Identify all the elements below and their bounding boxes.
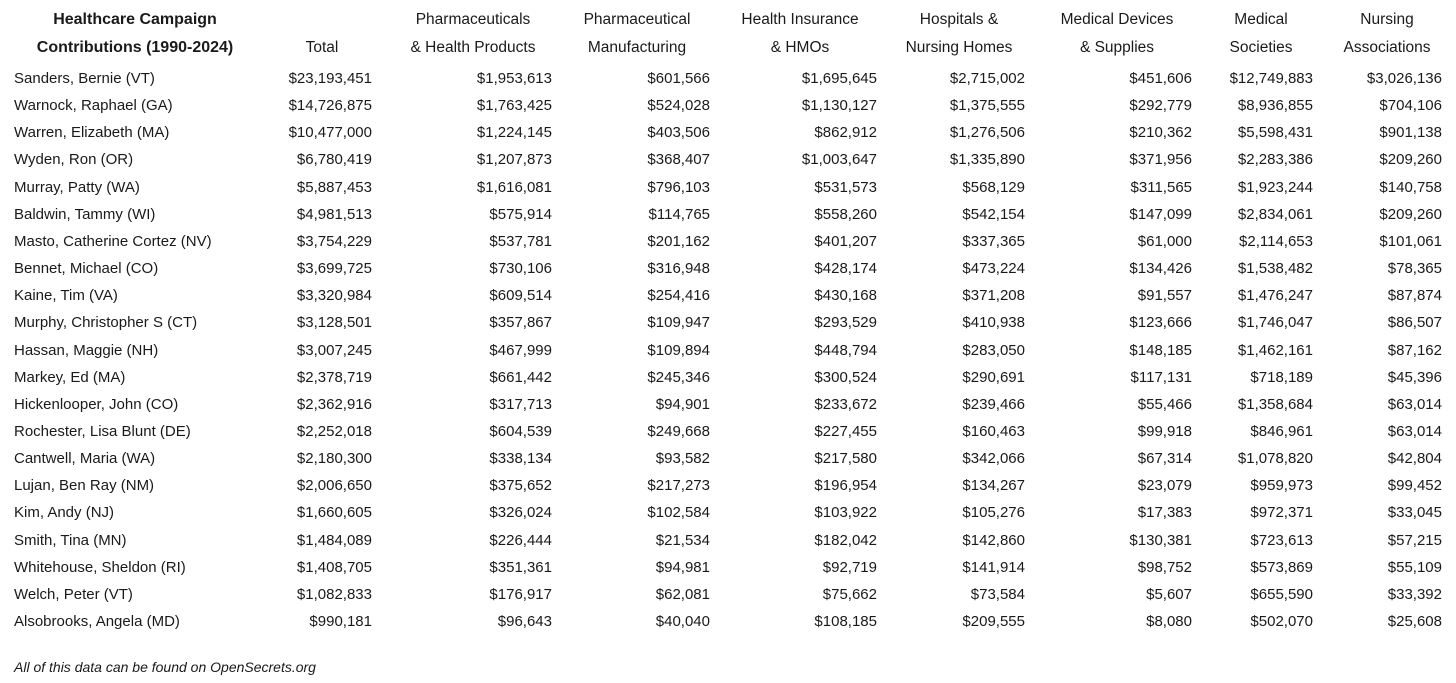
row-value: $337,365 xyxy=(962,232,1025,250)
row-value: $87,162 xyxy=(1387,341,1442,359)
row-value: $92,719 xyxy=(822,558,877,576)
row-value: $1,408,705 xyxy=(296,558,372,576)
row-value: $1,695,645 xyxy=(801,70,877,87)
row-value: $196,954 xyxy=(814,477,877,495)
row-value: $6,780,419 xyxy=(296,151,372,169)
row-name: Lujan, Ben Ray (NM) xyxy=(14,477,155,495)
row-value: $130,381 xyxy=(1129,531,1192,549)
row-value: $101,061 xyxy=(1379,232,1442,250)
row-value: $311,565 xyxy=(1130,178,1192,196)
row-value: $317,713 xyxy=(489,395,552,413)
row-value: $55,466 xyxy=(1137,395,1192,413)
row-value: $102,584 xyxy=(647,504,710,522)
row-value: $568,129 xyxy=(962,178,1025,196)
row-value: $575,914 xyxy=(489,205,552,223)
row-value: $2,715,002 xyxy=(949,70,1025,87)
row-value: $210,362 xyxy=(1129,124,1192,142)
row-value: $96,643 xyxy=(497,613,552,630)
row-name: Sanders, Bernie (VT) xyxy=(14,70,155,87)
footnote: All of this data can be found on OpenSecrets.org xyxy=(14,659,316,675)
row-value: $293,529 xyxy=(814,314,877,332)
column-header-line2: Manufacturing xyxy=(587,39,687,56)
row-value: $254,416 xyxy=(647,287,710,305)
row-value: $17,383 xyxy=(1137,504,1192,522)
row-value: $148,185 xyxy=(1129,341,1192,359)
column-header-line2: & HMOs xyxy=(770,39,830,56)
row-value: $846,961 xyxy=(1250,422,1313,440)
row-name: Baldwin, Tammy (WI) xyxy=(14,205,156,223)
row-value: $226,444 xyxy=(489,531,552,549)
row-name: Warren, Elizabeth (MA) xyxy=(14,124,170,142)
row-value: $368,407 xyxy=(647,151,710,169)
table-title-line1: Healthcare Campaign xyxy=(53,11,217,28)
row-value: $1,538,482 xyxy=(1237,260,1313,278)
column-header-line1: Hospitals & xyxy=(919,11,999,28)
row-value: $63,014 xyxy=(1387,395,1442,413)
column-header-line1: Pharmaceuticals xyxy=(415,11,531,28)
row-name: Alsobrooks, Angela (MD) xyxy=(14,613,180,630)
row-value: $375,652 xyxy=(489,477,552,495)
row-value: $283,050 xyxy=(962,341,1025,359)
row-value: $12,749,883 xyxy=(1229,70,1313,87)
row-value: $2,252,018 xyxy=(296,422,372,440)
row-value: $209,260 xyxy=(1379,151,1442,169)
row-value: $4,981,513 xyxy=(296,205,372,223)
row-value: $182,042 xyxy=(814,531,877,549)
row-value: $233,672 xyxy=(814,395,877,413)
row-value: $1,375,555 xyxy=(949,97,1025,115)
row-value: $558,260 xyxy=(814,205,877,223)
row-value: $98,752 xyxy=(1137,558,1192,576)
column-header-line1: Pharmaceutical xyxy=(583,11,691,28)
row-value: $217,580 xyxy=(814,450,877,468)
row-value: $87,874 xyxy=(1387,287,1442,305)
row-value: $142,860 xyxy=(962,531,1025,549)
row-value: $3,026,136 xyxy=(1366,70,1442,87)
column-header-line2: Societies xyxy=(1229,39,1293,56)
row-value: $75,662 xyxy=(822,585,877,603)
row-value: $542,154 xyxy=(962,205,1025,223)
row-value: $40,040 xyxy=(655,613,710,630)
row-value: $1,953,613 xyxy=(476,70,552,87)
row-value: $1,335,890 xyxy=(949,151,1025,169)
row-value: $93,582 xyxy=(655,450,710,468)
row-value: $326,024 xyxy=(489,504,552,522)
row-value: $86,507 xyxy=(1387,314,1442,332)
row-value: $537,781 xyxy=(489,232,552,250)
row-value: $1,763,425 xyxy=(476,97,552,115)
row-name: Wyden, Ron (OR) xyxy=(14,151,134,169)
row-value: $160,463 xyxy=(962,422,1025,440)
row-value: $94,981 xyxy=(655,558,710,576)
table-title-line2: Contributions (1990-2024) xyxy=(36,39,234,56)
row-value: $109,894 xyxy=(647,341,710,359)
row-value: $531,573 xyxy=(814,178,877,196)
row-value: $730,106 xyxy=(489,260,552,278)
row-value: $117,131 xyxy=(1130,368,1192,386)
column-header-line2: & Supplies xyxy=(1079,39,1155,56)
row-value: $25,608 xyxy=(1387,613,1442,630)
row-value: $23,193,451 xyxy=(288,70,372,87)
row-value: $403,506 xyxy=(647,124,710,142)
row-value: $21,534 xyxy=(655,531,710,549)
row-value: $67,314 xyxy=(1137,450,1192,468)
row-name: Warnock, Raphael (GA) xyxy=(14,97,173,115)
row-value: $55,109 xyxy=(1387,558,1442,576)
row-value: $239,466 xyxy=(962,395,1025,413)
row-value: $1,078,820 xyxy=(1237,450,1313,468)
row-value: $901,138 xyxy=(1379,124,1442,142)
row-value: $2,378,719 xyxy=(296,368,372,386)
row-value: $42,804 xyxy=(1387,450,1442,468)
row-value: $357,867 xyxy=(489,314,552,332)
row-value: $862,912 xyxy=(814,124,877,142)
row-name: Smith, Tina (MN) xyxy=(14,531,127,549)
row-name: Kim, Andy (NJ) xyxy=(14,504,115,522)
row-value: $959,973 xyxy=(1250,477,1313,495)
row-value: $217,273 xyxy=(647,477,710,495)
row-value: $3,007,245 xyxy=(296,341,372,359)
row-value: $473,224 xyxy=(962,260,1025,278)
row-name: Cantwell, Maria (WA) xyxy=(14,450,156,468)
row-value: $1,224,145 xyxy=(476,124,552,142)
row-value: $2,180,300 xyxy=(296,450,372,468)
row-value: $103,922 xyxy=(814,504,877,522)
row-value: $209,555 xyxy=(962,613,1025,630)
row-value: $78,365 xyxy=(1387,260,1442,278)
row-value: $245,346 xyxy=(647,368,710,386)
row-value: $2,006,650 xyxy=(296,477,372,495)
row-value: $57,215 xyxy=(1387,531,1442,549)
row-name: Hickenlooper, John (CO) xyxy=(14,395,179,413)
row-value: $176,917 xyxy=(489,585,552,603)
row-name: Rochester, Lisa Blunt (DE) xyxy=(14,422,191,440)
row-value: $342,066 xyxy=(962,450,1025,468)
row-value: $209,260 xyxy=(1379,205,1442,223)
column-header-line1: Medical Devices xyxy=(1060,11,1174,28)
row-value: $410,938 xyxy=(962,314,1025,332)
row-value: $661,442 xyxy=(489,368,552,386)
row-value: $290,691 xyxy=(962,368,1025,386)
row-value: $249,668 xyxy=(647,422,710,440)
row-value: $704,106 xyxy=(1379,97,1442,115)
row-value: $430,168 xyxy=(814,287,877,305)
row-value: $300,524 xyxy=(814,368,877,386)
column-header-line1: Health Insurance xyxy=(741,11,859,28)
row-value: $123,666 xyxy=(1129,314,1192,332)
row-value: $62,081 xyxy=(655,585,710,603)
row-value: $141,914 xyxy=(962,558,1025,576)
row-value: $1,276,506 xyxy=(949,124,1025,142)
row-value: $94,901 xyxy=(655,395,710,413)
row-value: $1,476,247 xyxy=(1237,287,1313,305)
row-value: $1,003,647 xyxy=(801,151,877,169)
row-value: $1,746,047 xyxy=(1237,314,1313,332)
row-value: $292,779 xyxy=(1129,97,1192,115)
row-value: $796,103 xyxy=(647,178,710,196)
row-value: $73,584 xyxy=(970,585,1025,603)
row-value: $134,426 xyxy=(1129,260,1192,278)
row-name: Bennet, Michael (CO) xyxy=(14,260,159,278)
row-value: $5,598,431 xyxy=(1237,124,1313,142)
row-value: $227,455 xyxy=(814,422,877,440)
row-value: $114,765 xyxy=(648,205,710,223)
row-value: $14,726,875 xyxy=(288,97,372,115)
row-value: $61,000 xyxy=(1137,232,1192,250)
row-value: $718,189 xyxy=(1250,368,1313,386)
row-value: $147,099 xyxy=(1129,205,1192,223)
column-header-line2: & Health Products xyxy=(410,39,536,56)
row-value: $451,606 xyxy=(1129,70,1192,87)
column-header-line1: Nursing xyxy=(1360,11,1414,28)
row-value: $23,079 xyxy=(1137,477,1192,495)
row-value: $108,185 xyxy=(814,613,877,630)
row-value: $351,361 xyxy=(489,558,552,576)
row-value: $502,070 xyxy=(1250,613,1313,630)
row-value: $401,207 xyxy=(814,232,877,250)
row-value: $3,699,725 xyxy=(296,260,372,278)
row-value: $1,462,161 xyxy=(1237,341,1313,359)
row-name: Welch, Peter (VT) xyxy=(14,585,133,603)
row-value: $109,947 xyxy=(647,314,710,332)
row-name: Masto, Catherine Cortez (NV) xyxy=(14,232,212,250)
row-value: $448,794 xyxy=(814,341,877,359)
row-value: $91,557 xyxy=(1137,287,1192,305)
row-value: $63,014 xyxy=(1387,422,1442,440)
row-value: $105,276 xyxy=(962,504,1025,522)
row-value: $140,758 xyxy=(1379,178,1442,196)
row-name: Murray, Patty (WA) xyxy=(14,178,140,196)
row-value: $1,923,244 xyxy=(1237,178,1313,196)
row-value: $201,162 xyxy=(647,232,710,250)
row-value: $1,207,873 xyxy=(476,151,552,169)
row-name: Markey, Ed (MA) xyxy=(14,368,126,386)
row-value: $723,613 xyxy=(1250,531,1313,549)
row-value: $1,484,089 xyxy=(296,531,372,549)
row-value: $1,130,127 xyxy=(801,97,877,115)
row-value: $99,452 xyxy=(1387,477,1442,495)
row-value: $601,566 xyxy=(647,70,710,87)
row-value: $371,208 xyxy=(962,287,1025,305)
column-header-line2: Nursing Homes xyxy=(905,39,1013,56)
row-value: $99,918 xyxy=(1137,422,1192,440)
row-value: $3,754,229 xyxy=(296,232,372,250)
row-value: $2,114,653 xyxy=(1239,232,1313,250)
row-value: $604,539 xyxy=(489,422,552,440)
row-value: $33,045 xyxy=(1387,504,1442,522)
row-value: $1,660,605 xyxy=(296,504,372,522)
row-value: $3,128,501 xyxy=(296,314,372,332)
row-value: $609,514 xyxy=(489,287,552,305)
row-value: $3,320,984 xyxy=(296,287,372,305)
row-value: $655,590 xyxy=(1250,585,1313,603)
row-value: $2,834,061 xyxy=(1237,205,1313,223)
row-value: $5,607 xyxy=(1146,585,1192,603)
row-value: $134,267 xyxy=(962,477,1025,495)
row-value: $1,358,684 xyxy=(1237,395,1313,413)
row-value: $972,371 xyxy=(1250,504,1313,522)
row-value: $5,887,453 xyxy=(296,178,372,196)
row-name: Whitehouse, Sheldon (RI) xyxy=(14,558,186,576)
column-header-line2: Total xyxy=(305,39,339,56)
row-value: $524,028 xyxy=(647,97,710,115)
column-header-line1: Medical xyxy=(1234,11,1288,28)
row-value: $1,616,081 xyxy=(476,178,552,196)
row-name: Kaine, Tim (VA) xyxy=(14,287,118,305)
row-value: $338,134 xyxy=(489,450,552,468)
row-value: $2,283,386 xyxy=(1237,151,1313,169)
row-value: $371,956 xyxy=(1129,151,1192,169)
row-value: $2,362,916 xyxy=(296,395,372,413)
row-value: $990,181 xyxy=(309,613,372,630)
row-value: $10,477,000 xyxy=(288,124,372,142)
row-value: $1,082,833 xyxy=(296,585,372,603)
row-name: Murphy, Christopher S (CT) xyxy=(14,314,198,332)
row-value: $573,869 xyxy=(1250,558,1313,576)
row-value: $8,080 xyxy=(1146,613,1192,630)
row-value: $8,936,855 xyxy=(1237,97,1313,115)
row-value: $428,174 xyxy=(814,260,877,278)
row-value: $33,392 xyxy=(1387,585,1442,603)
row-value: $467,999 xyxy=(489,341,552,359)
row-name: Hassan, Maggie (NH) xyxy=(14,341,159,359)
row-value: $316,948 xyxy=(647,260,710,278)
row-value: $45,396 xyxy=(1387,368,1442,386)
column-header-line2: Associations xyxy=(1343,39,1431,56)
